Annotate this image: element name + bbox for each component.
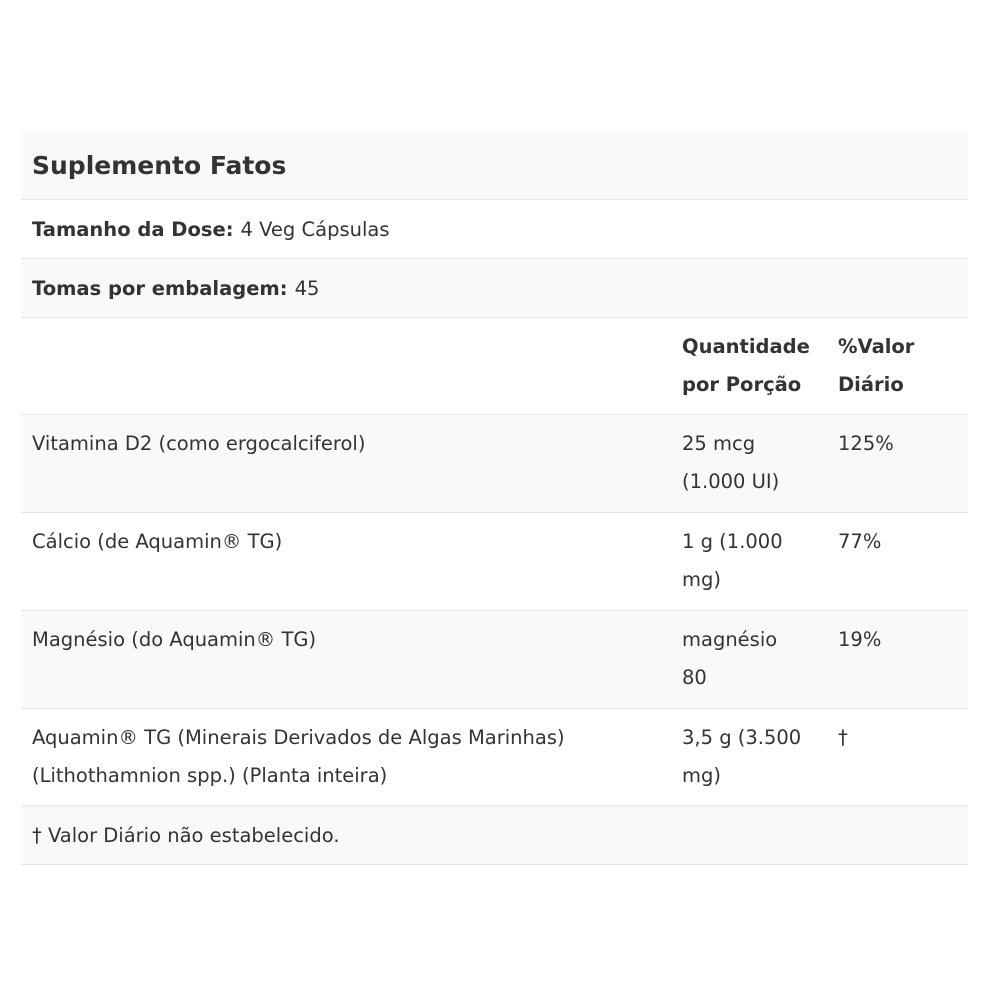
- nutrient-amount: [671, 415, 827, 512]
- serving-size-label: Tamanho da Dose:: [32, 217, 234, 241]
- table-row: [21, 709, 968, 806]
- header-dv-line1: %Valor: [838, 335, 915, 358]
- amount-line1: 25 mcg: [682, 432, 756, 455]
- amount-line2: (1.000 UI): [682, 470, 780, 493]
- nutrient-name-line1: Vitamina D2 (como ergocalciferol): [32, 432, 366, 455]
- daily-value: 125%: [838, 432, 894, 455]
- amount-line2: mg): [682, 764, 721, 787]
- panel-title: Suplemento Fatos: [32, 150, 287, 180]
- nutrient-name-line1: Aquamin® TG (Minerais Derivados de Algas Marinhas): [32, 726, 565, 749]
- nutrient-daily-value: [827, 415, 968, 512]
- nutrient-daily-value: [827, 611, 968, 708]
- nutrient-amount: [671, 611, 827, 708]
- nutrient-name-line1: Cálcio (de Aquamin® TG): [32, 530, 283, 553]
- servings-per-container-row: [21, 259, 968, 318]
- amount-line1: 3,5 g (3.500: [682, 726, 802, 749]
- nutrient-daily-value: [827, 709, 968, 806]
- header-dv-line2: Diário: [838, 373, 904, 396]
- servings-label: Tomas por embalagem:: [32, 276, 288, 300]
- nutrient-name: [21, 611, 671, 708]
- nutrient-name: [21, 513, 671, 610]
- daily-value: 77%: [838, 530, 882, 553]
- amount-line1: magnésio: [682, 628, 778, 651]
- nutrient-amount: [671, 513, 827, 610]
- footnote-row: [21, 806, 968, 865]
- nutrient-amount: [671, 709, 827, 806]
- serving-size-row: [21, 200, 968, 259]
- table-row: [21, 415, 968, 513]
- supplement-facts-panel: [21, 131, 968, 865]
- table-row: [21, 611, 968, 709]
- nutrient-name-line1: Magnésio (do Aquamin® TG): [32, 628, 317, 651]
- header-nutrient-cell: [21, 318, 671, 415]
- header-amount-cell: [671, 318, 827, 415]
- nutrient-name: [21, 709, 671, 806]
- daily-value: †: [838, 726, 848, 749]
- footnote-text: † Valor Diário não estabelecido.: [32, 823, 340, 847]
- table-header-row: [21, 318, 968, 415]
- servings-value: 45: [294, 276, 320, 300]
- serving-size-value: 4 Veg Cápsulas: [240, 217, 390, 241]
- nutrient-name-line2: (Lithothamnion spp.) (Planta inteira): [32, 764, 388, 787]
- nutrient-name: [21, 415, 671, 512]
- amount-line2: 80: [682, 666, 707, 689]
- nutrient-daily-value: [827, 513, 968, 610]
- daily-value: 19%: [838, 628, 882, 651]
- header-dv-cell: [827, 318, 968, 415]
- header-amount-line1: Quantidade: [682, 335, 810, 358]
- amount-line2: mg): [682, 568, 721, 591]
- table-row: [21, 513, 968, 611]
- amount-line1: 1 g (1.000: [682, 530, 783, 553]
- title-row: [21, 131, 968, 200]
- header-amount-line2: por Porção: [682, 373, 802, 396]
